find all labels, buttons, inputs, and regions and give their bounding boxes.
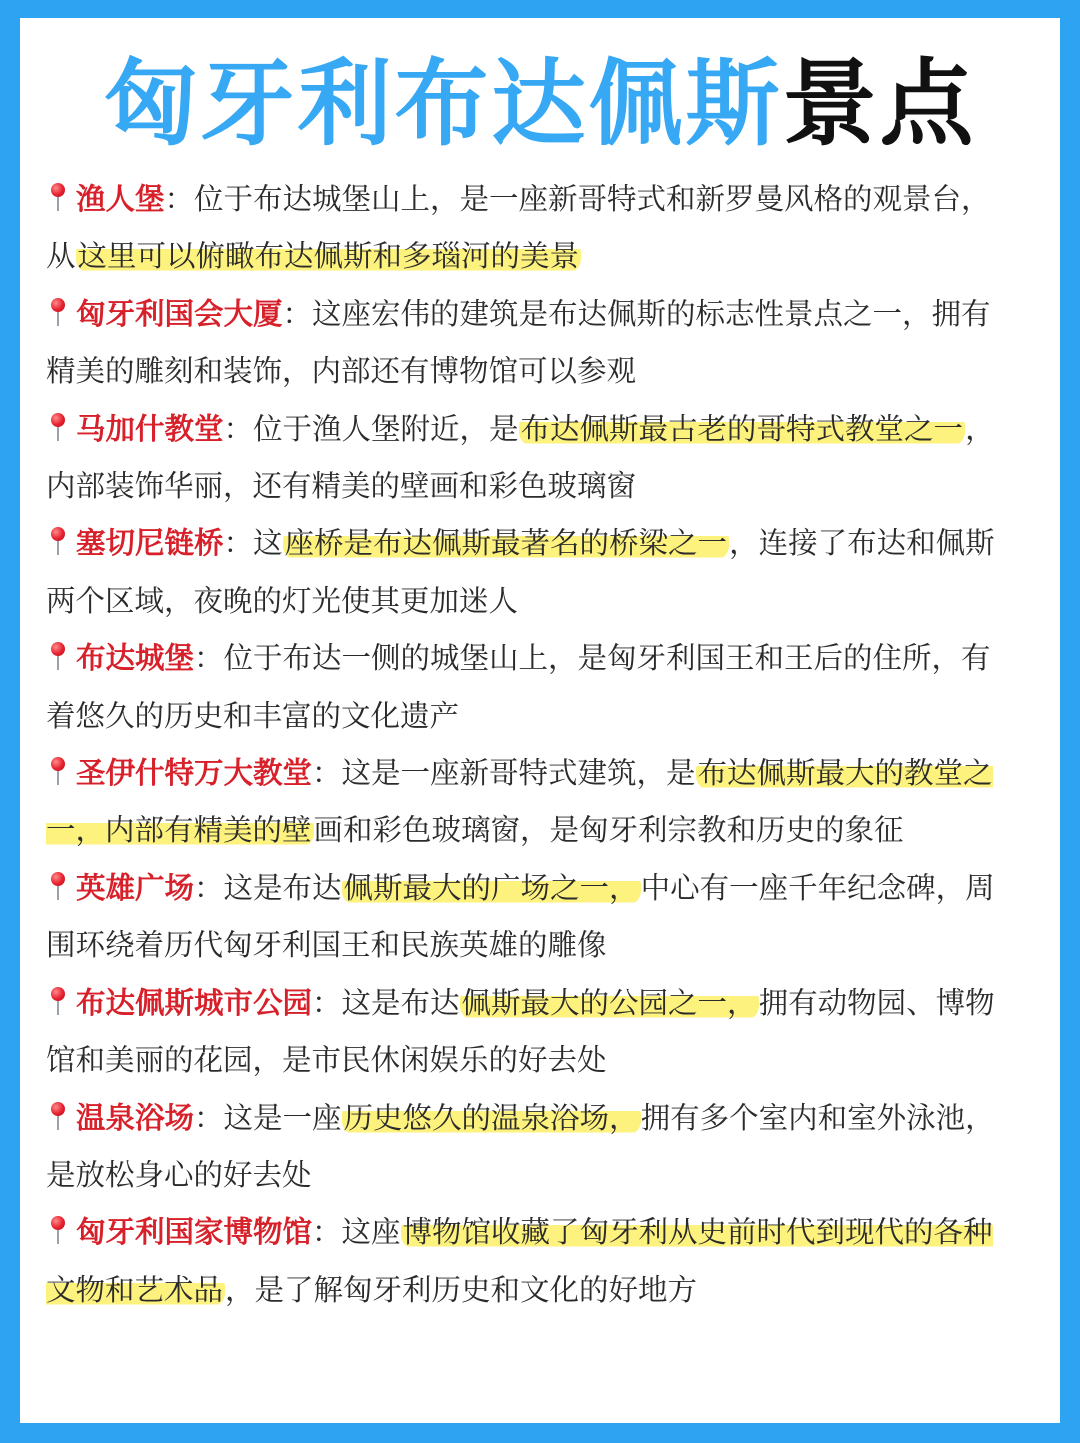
description-text: 这 [253, 526, 283, 561]
description-highlight: 历史悠久的温泉浴场， [343, 1100, 639, 1135]
description-text: ，是了解匈牙利历史和文化的好地方 [225, 1272, 698, 1307]
name-separator: ： [223, 526, 254, 561]
description-text: 位于渔人堡附近，是 [253, 411, 519, 446]
description-text: 位于布达一侧的城堡山上，是匈牙利国王和王后的住所，有着悠久的历史和丰富的文化遗产 [46, 641, 991, 733]
name-separator: ： [282, 296, 313, 331]
round-pushpin-icon [46, 641, 70, 671]
round-pushpin-icon [46, 182, 70, 212]
description-highlight: 座桥是布达佩斯最著名的桥梁之一 [284, 526, 728, 561]
description-text: 位于布达城堡山上，是一座新哥特式和新罗曼风格的观景台，从 [46, 182, 991, 274]
description-text: 拥有动物园、博物馆和美丽的花园，是市民休闲娱乐的好去处 [46, 985, 995, 1078]
description-text: 这是布达 [341, 985, 460, 1020]
name-separator: ： [164, 182, 195, 216]
attraction-name: 匈牙利国会大厦 [76, 296, 283, 331]
description-text: 拥有多个室内和室外泳池，是放松身心的好去处 [46, 1100, 995, 1192]
name-separator: ： [194, 641, 224, 676]
description-text: 这是一座新哥特式建筑，是 [341, 756, 696, 791]
description-text: ，连接了布达和佩斯两个区域，夜晚的灯光使其更加迷人 [46, 526, 995, 618]
round-pushpin-icon [46, 986, 70, 1016]
description-text: 这座 [341, 1215, 401, 1250]
description-text: 这是布达 [223, 870, 342, 905]
name-separator: ： [312, 1215, 342, 1250]
round-pushpin-icon [46, 526, 70, 556]
attraction-name: 圣伊什特万大教堂 [76, 756, 313, 791]
attraction-item [46, 1204, 1011, 1319]
description-text: 中心有一座千年纪念碑，周围环绕着历代匈牙利国王和民族英雄的雕像 [46, 870, 995, 963]
round-pushpin-icon [46, 1215, 70, 1245]
description-highlight: 布达佩斯最古老的哥特式教堂之一 [520, 411, 964, 446]
attraction-item [46, 286, 1011, 401]
description-highlight: 佩斯最大的公园之一， [461, 985, 757, 1020]
round-pushpin-icon [46, 1101, 70, 1131]
page-title [0, 50, 1080, 160]
round-pushpin-icon [46, 412, 70, 442]
attraction-name: 英雄广场 [76, 870, 195, 905]
title-black-part: 景点 [782, 50, 977, 159]
description-highlight: 这里可以俯瞰布达佩斯和多瑙河的美景 [77, 239, 580, 274]
description-text: 这座宏伟的建筑是布达佩斯的标志性景点之一，拥有精美的雕刻和装饰，内部还有博物馆可以参观 [46, 296, 991, 389]
attraction-name: 塞切尼链桥 [76, 526, 224, 561]
attraction-item [46, 860, 1011, 975]
description-text: 这是一座 [223, 1100, 342, 1135]
attraction-name: 马加什教堂 [76, 411, 224, 446]
attraction-item [46, 745, 1011, 860]
attraction-item [46, 1090, 1011, 1205]
attraction-name: 温泉浴场 [76, 1100, 195, 1135]
name-separator: ： [194, 870, 224, 905]
attraction-name: 渔人堡 [76, 182, 165, 216]
attraction-item [46, 401, 1011, 516]
round-pushpin-icon [46, 871, 70, 901]
description-highlight: 佩斯最大的广场之一， [343, 870, 639, 905]
round-pushpin-icon [46, 756, 70, 786]
description-highlight: 博物馆收藏了匈牙利从史前时代到现代的各种文物和艺术品 [46, 1215, 993, 1307]
attraction-list [46, 171, 1011, 1319]
attraction-name: 匈牙利国家博物馆 [76, 1215, 313, 1250]
name-separator: ： [312, 756, 342, 791]
name-separator: ： [194, 1100, 224, 1135]
name-separator: ： [312, 985, 342, 1020]
round-pushpin-icon [46, 297, 70, 327]
name-separator: ： [223, 411, 254, 446]
attraction-name: 布达佩斯城市公园 [76, 985, 313, 1020]
attraction-name: 布达城堡 [76, 641, 195, 676]
attraction-item [46, 171, 1011, 286]
title-blue-part: 匈牙利布达佩斯 [103, 50, 783, 159]
description-text: ，内部装饰华丽，还有精美的壁画和彩色玻璃窗 [46, 411, 995, 504]
attraction-item [46, 630, 1011, 745]
description-text: 画和彩色玻璃窗，是匈牙利宗教和历史的象征 [313, 813, 904, 848]
description-highlight: 布达佩斯最大的教堂之一，内部有精美的壁 [46, 756, 993, 848]
attraction-item [46, 975, 1011, 1090]
attraction-item [46, 515, 1011, 630]
